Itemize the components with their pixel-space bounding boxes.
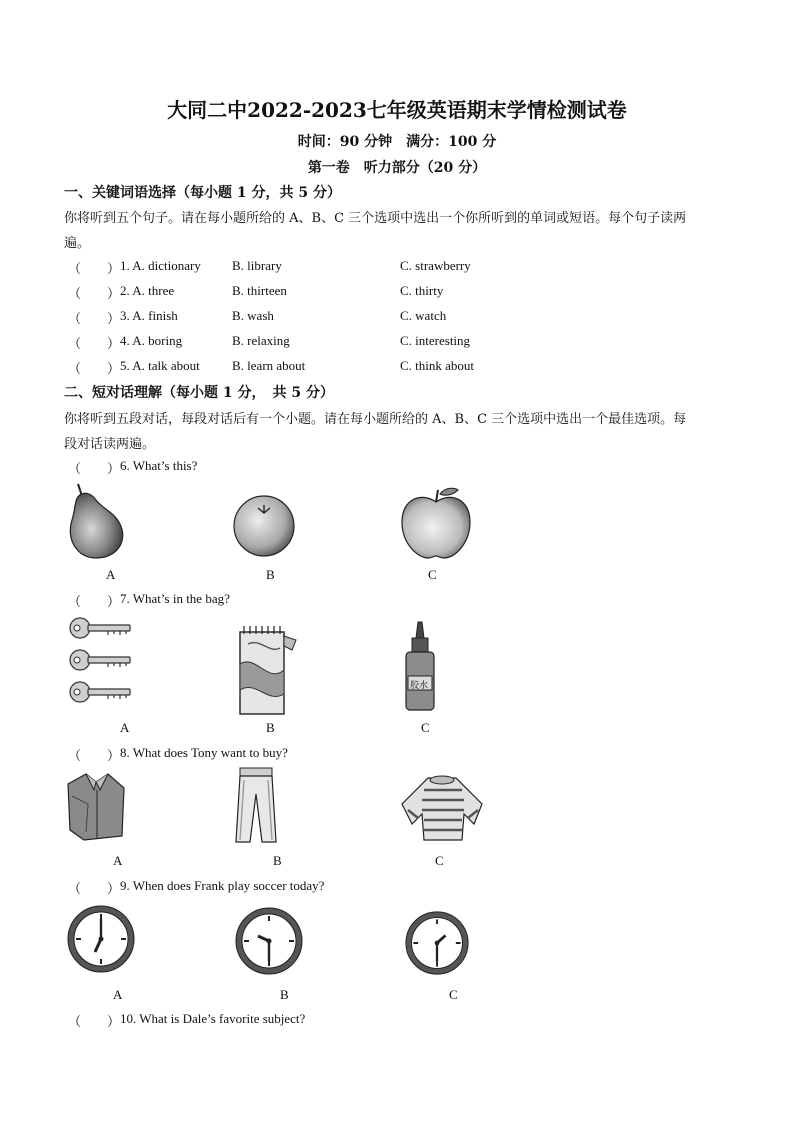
question-text: 9. When does Frank play soccer today? xyxy=(120,878,325,893)
page-title: 大同二中2022-2023七年级英语期末学情检测试卷 xyxy=(167,98,627,122)
option-label: B xyxy=(266,567,275,582)
clock-icon[interactable] xyxy=(66,904,136,974)
option-a: 5. A. talk about xyxy=(120,358,200,373)
time-info: 时间：90 分钟 满分：100 分 xyxy=(297,134,497,150)
question-text: 6. What’s this? xyxy=(120,458,198,473)
option-a: 1. A. dictionary xyxy=(120,258,201,273)
option-c: C. thirty xyxy=(400,283,444,298)
answer-paren[interactable]: （ ） xyxy=(68,881,121,896)
apple-icon[interactable] xyxy=(400,486,472,560)
option-c: C. interesting xyxy=(400,333,471,348)
pants-icon[interactable] xyxy=(234,766,278,844)
answer-paren[interactable]: （ ） xyxy=(68,261,121,276)
option-c: C. think about xyxy=(400,358,475,373)
option-b: B. relaxing xyxy=(232,333,290,348)
option-c: C. watch xyxy=(400,308,447,323)
question-text: 8. What does Tony want to buy? xyxy=(120,745,288,760)
section2-instruction-cont: 段对话读两遍。 xyxy=(64,437,156,452)
option-label: A xyxy=(106,567,116,582)
answer-paren[interactable]: （ ） xyxy=(68,594,121,609)
notebook-icon[interactable] xyxy=(236,624,302,716)
option-b: B. learn about xyxy=(232,358,306,373)
answer-paren[interactable]: （ ） xyxy=(68,286,121,301)
keys-icon[interactable] xyxy=(68,614,134,710)
option-label: B xyxy=(266,720,275,735)
question-text: 10. What is Dale’s favorite subject? xyxy=(120,1011,306,1026)
option-a: 4. A. boring xyxy=(120,333,183,348)
section1-heading: 一、关键词语选择（每小题 1 分，共 5 分） xyxy=(64,185,341,201)
option-label: B xyxy=(273,853,282,868)
option-label: C xyxy=(421,720,430,735)
answer-paren[interactable]: （ ） xyxy=(68,361,121,376)
option-b: B. thirteen xyxy=(232,283,287,298)
option-label: B xyxy=(280,987,289,1002)
answer-paren[interactable]: （ ） xyxy=(68,1014,121,1029)
glue-label: 胶水 xyxy=(410,681,429,691)
option-a: 2. A. three xyxy=(120,283,175,298)
option-a: 3. A. finish xyxy=(120,308,178,323)
option-label: A xyxy=(113,853,123,868)
answer-paren[interactable]: （ ） xyxy=(68,461,121,476)
option-label: C xyxy=(428,567,437,582)
section2-instruction: 你将听到五段对话，每段对话后有一个小题。请在每小题所给的 A、B、C 三个选项中选出一个最佳选项。每 xyxy=(64,412,687,427)
clock-icon[interactable] xyxy=(404,910,470,976)
answer-paren[interactable]: （ ） xyxy=(68,748,121,763)
question-text: 7. What’s in the bag? xyxy=(120,591,230,606)
sweater-icon[interactable] xyxy=(398,774,488,844)
section2-heading: 二、短对话理解（每小题 1 分， 共 5 分） xyxy=(64,385,334,401)
glue-icon[interactable] xyxy=(402,620,438,712)
section1-instruction: 你将听到五个句子。请在每小题所给的 A、B、C 三个选项中选出一个你所听到的单词或短语。每个句子读两 xyxy=(64,211,687,226)
answer-paren[interactable]: （ ） xyxy=(68,311,121,326)
option-label: A xyxy=(113,987,123,1002)
answer-paren[interactable]: （ ） xyxy=(68,336,121,351)
option-b: B. library xyxy=(232,258,282,273)
option-label: A xyxy=(120,720,130,735)
section1-instruction-cont: 遍。 xyxy=(64,236,91,251)
part-title: 第一卷 听力部分（20 分） xyxy=(307,160,487,176)
pear-icon[interactable] xyxy=(66,482,128,560)
clock-icon[interactable] xyxy=(234,906,304,976)
shirt-icon[interactable] xyxy=(64,770,128,842)
option-label: C xyxy=(435,853,444,868)
option-c: C. strawberry xyxy=(400,258,471,273)
option-b: B. wash xyxy=(232,308,274,323)
option-label: C xyxy=(449,987,458,1002)
orange-icon[interactable] xyxy=(232,494,296,558)
